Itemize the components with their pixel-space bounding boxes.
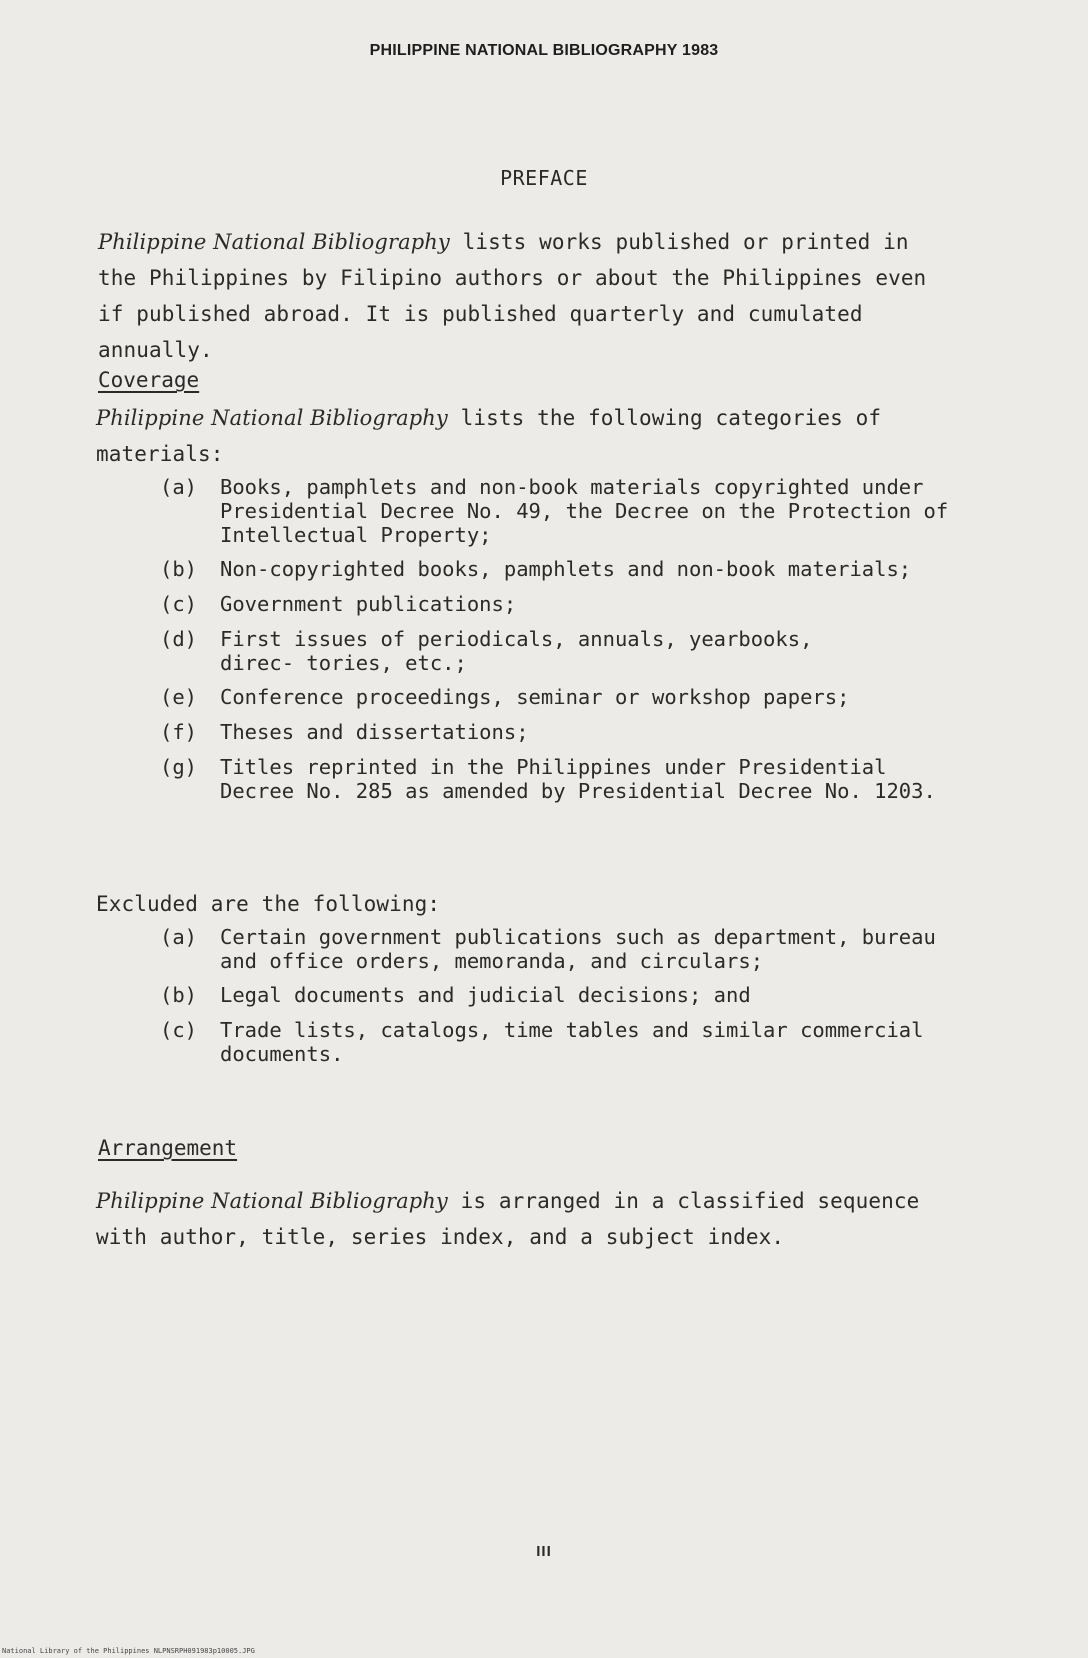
- item-marker: (d): [160, 627, 198, 651]
- list-item: [160, 755, 960, 803]
- list-item: [160, 685, 960, 709]
- item-marker: (a): [160, 475, 198, 499]
- item-text: Theses and dissertations;: [220, 720, 529, 744]
- item-marker: (b): [160, 983, 198, 1007]
- item-marker: (a): [160, 925, 198, 949]
- list-item: [160, 475, 960, 547]
- item-marker: (g): [160, 755, 198, 779]
- coverage-heading: Coverage: [98, 368, 200, 392]
- item-text: Certain government publications such as department, bureau and office orders, memoranda, and circulars;: [220, 925, 936, 973]
- list-item: [160, 720, 960, 744]
- item-text: Books, pamphlets and non-book materials copyrighted under Presidential Decree No. 49, the Decree on the Protection of Intellectual Property;: [220, 475, 949, 547]
- item-marker: (f): [160, 720, 198, 744]
- coverage-italic-title: Philippine National Bibliography: [96, 406, 448, 430]
- arrangement-paragraph: [96, 1183, 956, 1255]
- coverage-text: lists the following categories of materials:: [96, 406, 882, 466]
- list-item: [160, 1018, 960, 1066]
- item-text: Legal documents and judicial decisions; and: [220, 983, 751, 1007]
- coverage-paragraph: [96, 400, 896, 472]
- arrangement-italic-title: Philippine National Bibliography: [96, 1189, 448, 1213]
- page-title: PREFACE: [500, 166, 588, 190]
- list-item: [160, 592, 960, 616]
- intro-italic-title: Philippine National Bibliography: [98, 230, 450, 254]
- scan-credit: National Library of the Philippines NLPNSRPH091983p10005.JPG: [2, 1647, 255, 1655]
- running-head: PHILIPPINE NATIONAL BIBLIOGRAPHY 1983: [369, 42, 719, 59]
- arrangement-text: is arranged in a classified sequence with author, title, series index, and a subject index.: [96, 1189, 920, 1249]
- list-item: [160, 983, 960, 1007]
- intro-paragraph: [98, 224, 938, 368]
- item-marker: (e): [160, 685, 198, 709]
- list-item: [160, 557, 960, 581]
- excluded-intro: Excluded are the following:: [96, 892, 441, 916]
- item-marker: (b): [160, 557, 198, 581]
- item-text: Non-copyrighted books, pamphlets and non-book materials;: [220, 557, 912, 581]
- list-item: [160, 925, 960, 973]
- intro-text: lists works published or printed in the Philippines by Filipino authors or about the Philippines even if published abroad. It is published quarterly and cumulated annually.: [98, 230, 927, 362]
- item-text: Titles reprinted in the Philippines under Presidential Decree No. 285 as amended by Presidential Decree No. 1203.: [220, 755, 936, 803]
- item-marker: (c): [160, 1018, 198, 1042]
- arrangement-heading: Arrangement: [98, 1136, 238, 1160]
- item-text: Trade lists, catalogs, time tables and similar commercial documents.: [220, 1018, 924, 1066]
- item-text: Conference proceedings, seminar or workshop papers;: [220, 685, 850, 709]
- item-text: Government publications;: [220, 592, 517, 616]
- page-number: III: [536, 1543, 552, 1560]
- item-marker: (c): [160, 592, 198, 616]
- item-text: First issues of periodicals, annuals, yearbooks, direc- tories, etc.;: [220, 627, 813, 675]
- list-item: [160, 627, 865, 675]
